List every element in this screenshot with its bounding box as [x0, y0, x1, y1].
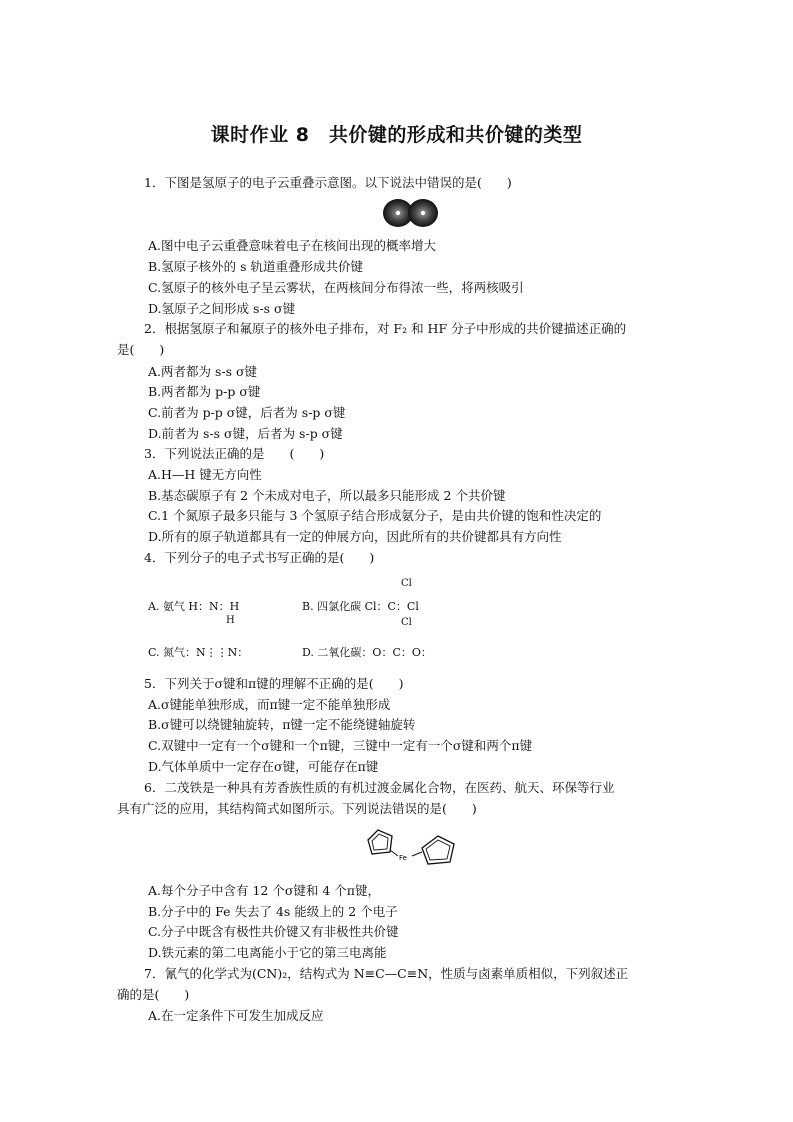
question-6-stem: 6．二茂铁是一种具有芳香族性质的有机过渡金属化合物，在医药、航天、环保等行业 [144, 780, 615, 795]
q5-option-b: B.σ键可以绕键轴旋转，π键一定不能绕键轴旋转 [148, 717, 416, 732]
ferrocene-structure-figure [364, 826, 459, 870]
q2-option-b: B.两者都为 p-p σ键 [148, 384, 261, 399]
question-3-stem: 3．下列说法正确的是 ( ) [144, 446, 325, 461]
q3-option-b: B.基态碳原子有 2 个未成对电子，所以最多只能形成 2 个共价键 [148, 488, 506, 503]
question-6-stem-cont: 具有广泛的应用，其结构简式如图所示。下列说法错误的是( ) [117, 801, 477, 816]
q2-option-a: A.两者都为 s-s σ键 [148, 364, 258, 379]
q6-option-a: A.每个分子中含有 12 个σ键和 4 个π键， [148, 883, 381, 898]
q6-option-d: D.铁元素的第二电离能小于它的第三电离能 [148, 945, 387, 960]
q1-option-c: C.氢原子的核外电子呈云雾状，在两核间分布得浓一些，将两核吸引 [148, 280, 524, 295]
q4-b-bottom-cl: Cl [401, 617, 412, 628]
q5-option-d: D.气体单质中一定存在σ键，可能存在π键 [148, 759, 379, 774]
q3-option-c: C.1 个氮原子最多只能与 3 个氢原子结合形成氨分子，是由共价键的饱和性决定的 [148, 508, 602, 523]
q1-option-b: B.氢原子核外的 s 轨道重叠形成共价键 [148, 259, 364, 274]
q1-option-a: A.图中电子云重叠意味着电子在核间出现的概率增大 [148, 238, 437, 253]
q2-option-c: C.前者为 p-p σ键，后者为 s-p σ键 [148, 405, 346, 420]
question-2-stem-cont: 是( ) [117, 342, 165, 357]
q5-option-a: A.σ键能单独形成，而π键一定不能单独形成 [148, 697, 391, 712]
q4-option-d: D. 二氧化碳：O：C：O： [302, 646, 432, 659]
question-7-stem: 7．氰气的化学式为(CN)₂，结构式为 N≡C—C≡N，性质与卤素单质相似，下列叙述正 [144, 966, 629, 981]
q1-option-d: D.氢原子之间形成 s-s σ键 [148, 301, 296, 316]
q5-option-c: C.双键中一定有一个σ键和一个π键，三键中一定有一个σ键和两个π键 [148, 738, 533, 753]
q3-option-a: A.H—H 键无方向性 [148, 467, 262, 482]
q6-option-c: C.分子中既含有极性共价键又有非极性共价键 [148, 924, 399, 939]
q4-option-a: A. 氨气 H：N：H [148, 600, 240, 613]
q7-option-a: A.在一定条件下可发生加成反应 [148, 1008, 324, 1023]
hydrogen-electron-cloud-figure [380, 197, 442, 229]
question-5-stem: 5．下列关于σ键和π键的理解不正确的是( ) [144, 676, 404, 691]
q4-b-top-cl: Cl [401, 578, 412, 589]
q4-option-c: C. 氮气：N⋮⋮N： [148, 646, 249, 659]
q4-option-b: B. 四氯化碳 Cl：C：Cl [302, 600, 419, 613]
q4-a-bottom-h: H [226, 615, 235, 626]
question-7-stem-cont: 确的是( ) [117, 987, 190, 1002]
q2-option-d: D.前者为 s-s σ键，后者为 s-p σ键 [148, 426, 343, 441]
question-4-stem: 4．下列分子的电子式书写正确的是( ) [144, 550, 375, 565]
q6-option-b: B.分子中的 Fe 失去了 4s 能级上的 2 个电子 [148, 904, 398, 919]
fe-label: Fe [399, 854, 407, 862]
question-2-stem: 2．根据氢原子和氟原子的核外电子排布，对 F₂ 和 HF 分子中形成的共价键描述正确的 [144, 321, 627, 336]
page-title: 课时作业 8 共价键的形成和共价键的类型 [210, 124, 583, 146]
question-1-stem: 1．下图是氢原子的电子云重叠示意图。以下说法中错误的是( ) [144, 175, 512, 190]
q3-option-d: D.所有的原子轨道都具有一定的伸展方向，因此所有的共价键都具有方向性 [148, 529, 562, 544]
